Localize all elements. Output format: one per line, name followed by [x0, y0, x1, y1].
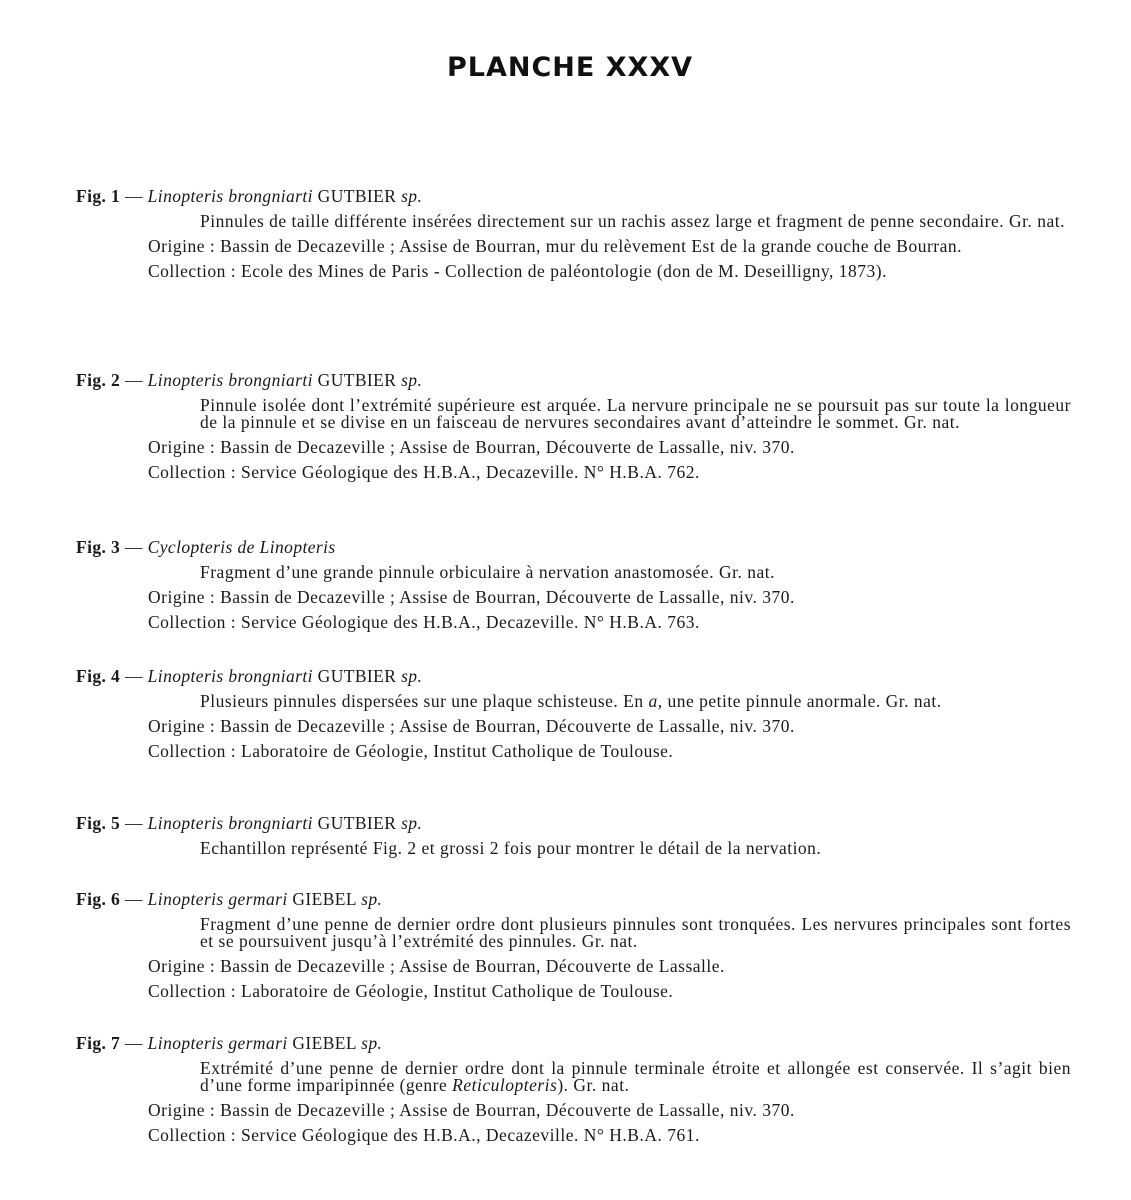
figure-heading — [76, 812, 1071, 834]
figure-dash: — — [124, 1033, 143, 1053]
figure-heading — [76, 888, 1071, 910]
figure-heading — [76, 1032, 1071, 1054]
figure-dash: — — [124, 186, 143, 206]
figure-number: Fig. 7 — [76, 1033, 121, 1053]
figure-entry-5 — [76, 812, 1071, 857]
figure-origine: Origine : Bassin de Decazeville ; Assise de Bourran, Découverte de Lassalle. — [148, 956, 725, 976]
figure-description: Pinnules de taille différente insérées directement sur un rachis assez large et fragment de penne secondaire. Gr. nat. — [200, 211, 1065, 231]
figure-collection: Collection : Service Géologique des H.B.A., Decazeville. N° H.B.A. 763. — [148, 612, 700, 632]
figure-collection: Collection : Service Géologique des H.B.A., Decazeville. N° H.B.A. 761. — [148, 1125, 700, 1145]
figure-heading — [76, 185, 1071, 207]
figure-entry-3 — [76, 536, 1071, 631]
taxon-sp: sp. — [361, 1033, 383, 1053]
description-italic: a, — [648, 691, 663, 711]
description-text: Plusieurs pinnules dispersées sur une plaque schisteuse. En — [200, 691, 649, 711]
figure-description: Pinnule isolée dont l’extrémité supérieure est arquée. La nervure principale ne se poursuit pas sur toute la longueur de la pinnule et se divise en un faisceau de nervures secondaires avant d’atteindre le sommet. Gr. nat. — [200, 395, 1071, 432]
figure-dash: — — [124, 813, 143, 833]
figure-origine: Origine : Bassin de Decazeville ; Assise de Bourran, Découverte de Lassalle, niv. 370. — [148, 716, 795, 736]
figure-number: Fig. 6 — [76, 889, 121, 909]
figure-description — [200, 1060, 1071, 1094]
figure-dash: — — [124, 889, 143, 909]
taxon-authority: GIEBEL — [292, 1033, 357, 1053]
page-title: PLANCHE XXXV — [446, 52, 694, 83]
taxon-name: Linopteris brongniarti — [147, 813, 313, 833]
figure-entry-4 — [76, 665, 1071, 760]
figure-entry-7 — [76, 1032, 1071, 1144]
figure-dash: — — [124, 370, 143, 390]
figure-description: Fragment d’une grande pinnule orbiculaire à nervation anastomosée. Gr. nat. — [200, 562, 775, 582]
description-text: Extrémité d’une penne de dernier ordre dont la pinnule terminale étroite et allongée est conservée. Il s’agit bien d’une forme imparipinnée (genre — [200, 1058, 1071, 1095]
figure-description: Fragment d’une penne de dernier ordre dont plusieurs pinnules sont tronquées. Les nervures principales sont fortes et se poursuivent jusqu’à l’extrémité des pinnules. Gr. nat. — [200, 914, 1071, 951]
taxon-sp: sp. — [361, 889, 383, 909]
taxon-authority: GUTBIER — [317, 186, 397, 206]
figure-description: Echantillon représenté Fig. 2 et grossi 2 fois pour montrer le détail de la nervation. — [200, 838, 822, 858]
figure-number: Fig. 3 — [76, 537, 121, 557]
taxon-name: Linopteris brongniarti — [147, 666, 313, 686]
taxon-authority: GUTBIER — [317, 666, 397, 686]
taxon-authority: GUTBIER — [317, 370, 397, 390]
taxon-sp: sp. — [401, 370, 423, 390]
taxon-name: Linopteris germari — [147, 889, 288, 909]
figure-collection: Collection : Service Géologique des H.B.A., Decazeville. N° H.B.A. 762. — [148, 462, 700, 482]
figure-number: Fig. 1 — [76, 186, 121, 206]
taxon-name: Linopteris brongniarti — [147, 370, 313, 390]
figure-entry-6 — [76, 888, 1071, 1000]
taxon-authority: GIEBEL — [292, 889, 357, 909]
figure-origine: Origine : Bassin de Decazeville ; Assise de Bourran, Découverte de Lassalle, niv. 370. — [148, 1100, 795, 1120]
figure-heading — [76, 369, 1071, 391]
figure-heading — [76, 665, 1071, 687]
description-text: une petite pinnule anormale. Gr. nat. — [662, 691, 942, 711]
figure-origine: Origine : Bassin de Decazeville ; Assise de Bourran, Découverte de Lassalle, niv. 370. — [148, 587, 795, 607]
figure-collection: Collection : Laboratoire de Géologie, Institut Catholique de Toulouse. — [148, 981, 674, 1001]
figure-description — [200, 693, 1071, 710]
figure-number: Fig. 5 — [76, 813, 121, 833]
taxon-name: Linopteris brongniarti — [147, 186, 313, 206]
figure-number: Fig. 2 — [76, 370, 121, 390]
figure-origine: Origine : Bassin de Decazeville ; Assise de Bourran, Découverte de Lassalle, niv. 370. — [148, 437, 795, 457]
description-italic: Reticulopteris — [452, 1075, 558, 1095]
figure-origine: Origine : Bassin de Decazeville ; Assise de Bourran, mur du relèvement Est de la grande couche de Bourran. — [148, 236, 963, 256]
description-text: ). Gr. nat. — [557, 1075, 630, 1095]
figure-collection: Collection : Laboratoire de Géologie, Institut Catholique de Toulouse. — [148, 741, 674, 761]
figure-collection: Collection : Ecole des Mines de Paris - Collection de paléontologie (don de M. Deseilligny, 1873). — [148, 261, 887, 281]
figure-entry-1 — [76, 185, 1071, 280]
taxon-authority: GUTBIER — [317, 813, 397, 833]
figure-dash: — — [124, 537, 143, 557]
taxon-name: Linopteris germari — [147, 1033, 288, 1053]
figure-number: Fig. 4 — [76, 666, 121, 686]
figure-heading — [76, 536, 1071, 558]
taxon-name: Cyclopteris de Linopteris — [147, 537, 336, 557]
taxon-sp: sp. — [401, 666, 423, 686]
taxon-sp: sp. — [401, 813, 423, 833]
figure-dash: — — [124, 666, 143, 686]
figure-entry-2 — [76, 369, 1071, 481]
taxon-sp: sp. — [401, 186, 423, 206]
